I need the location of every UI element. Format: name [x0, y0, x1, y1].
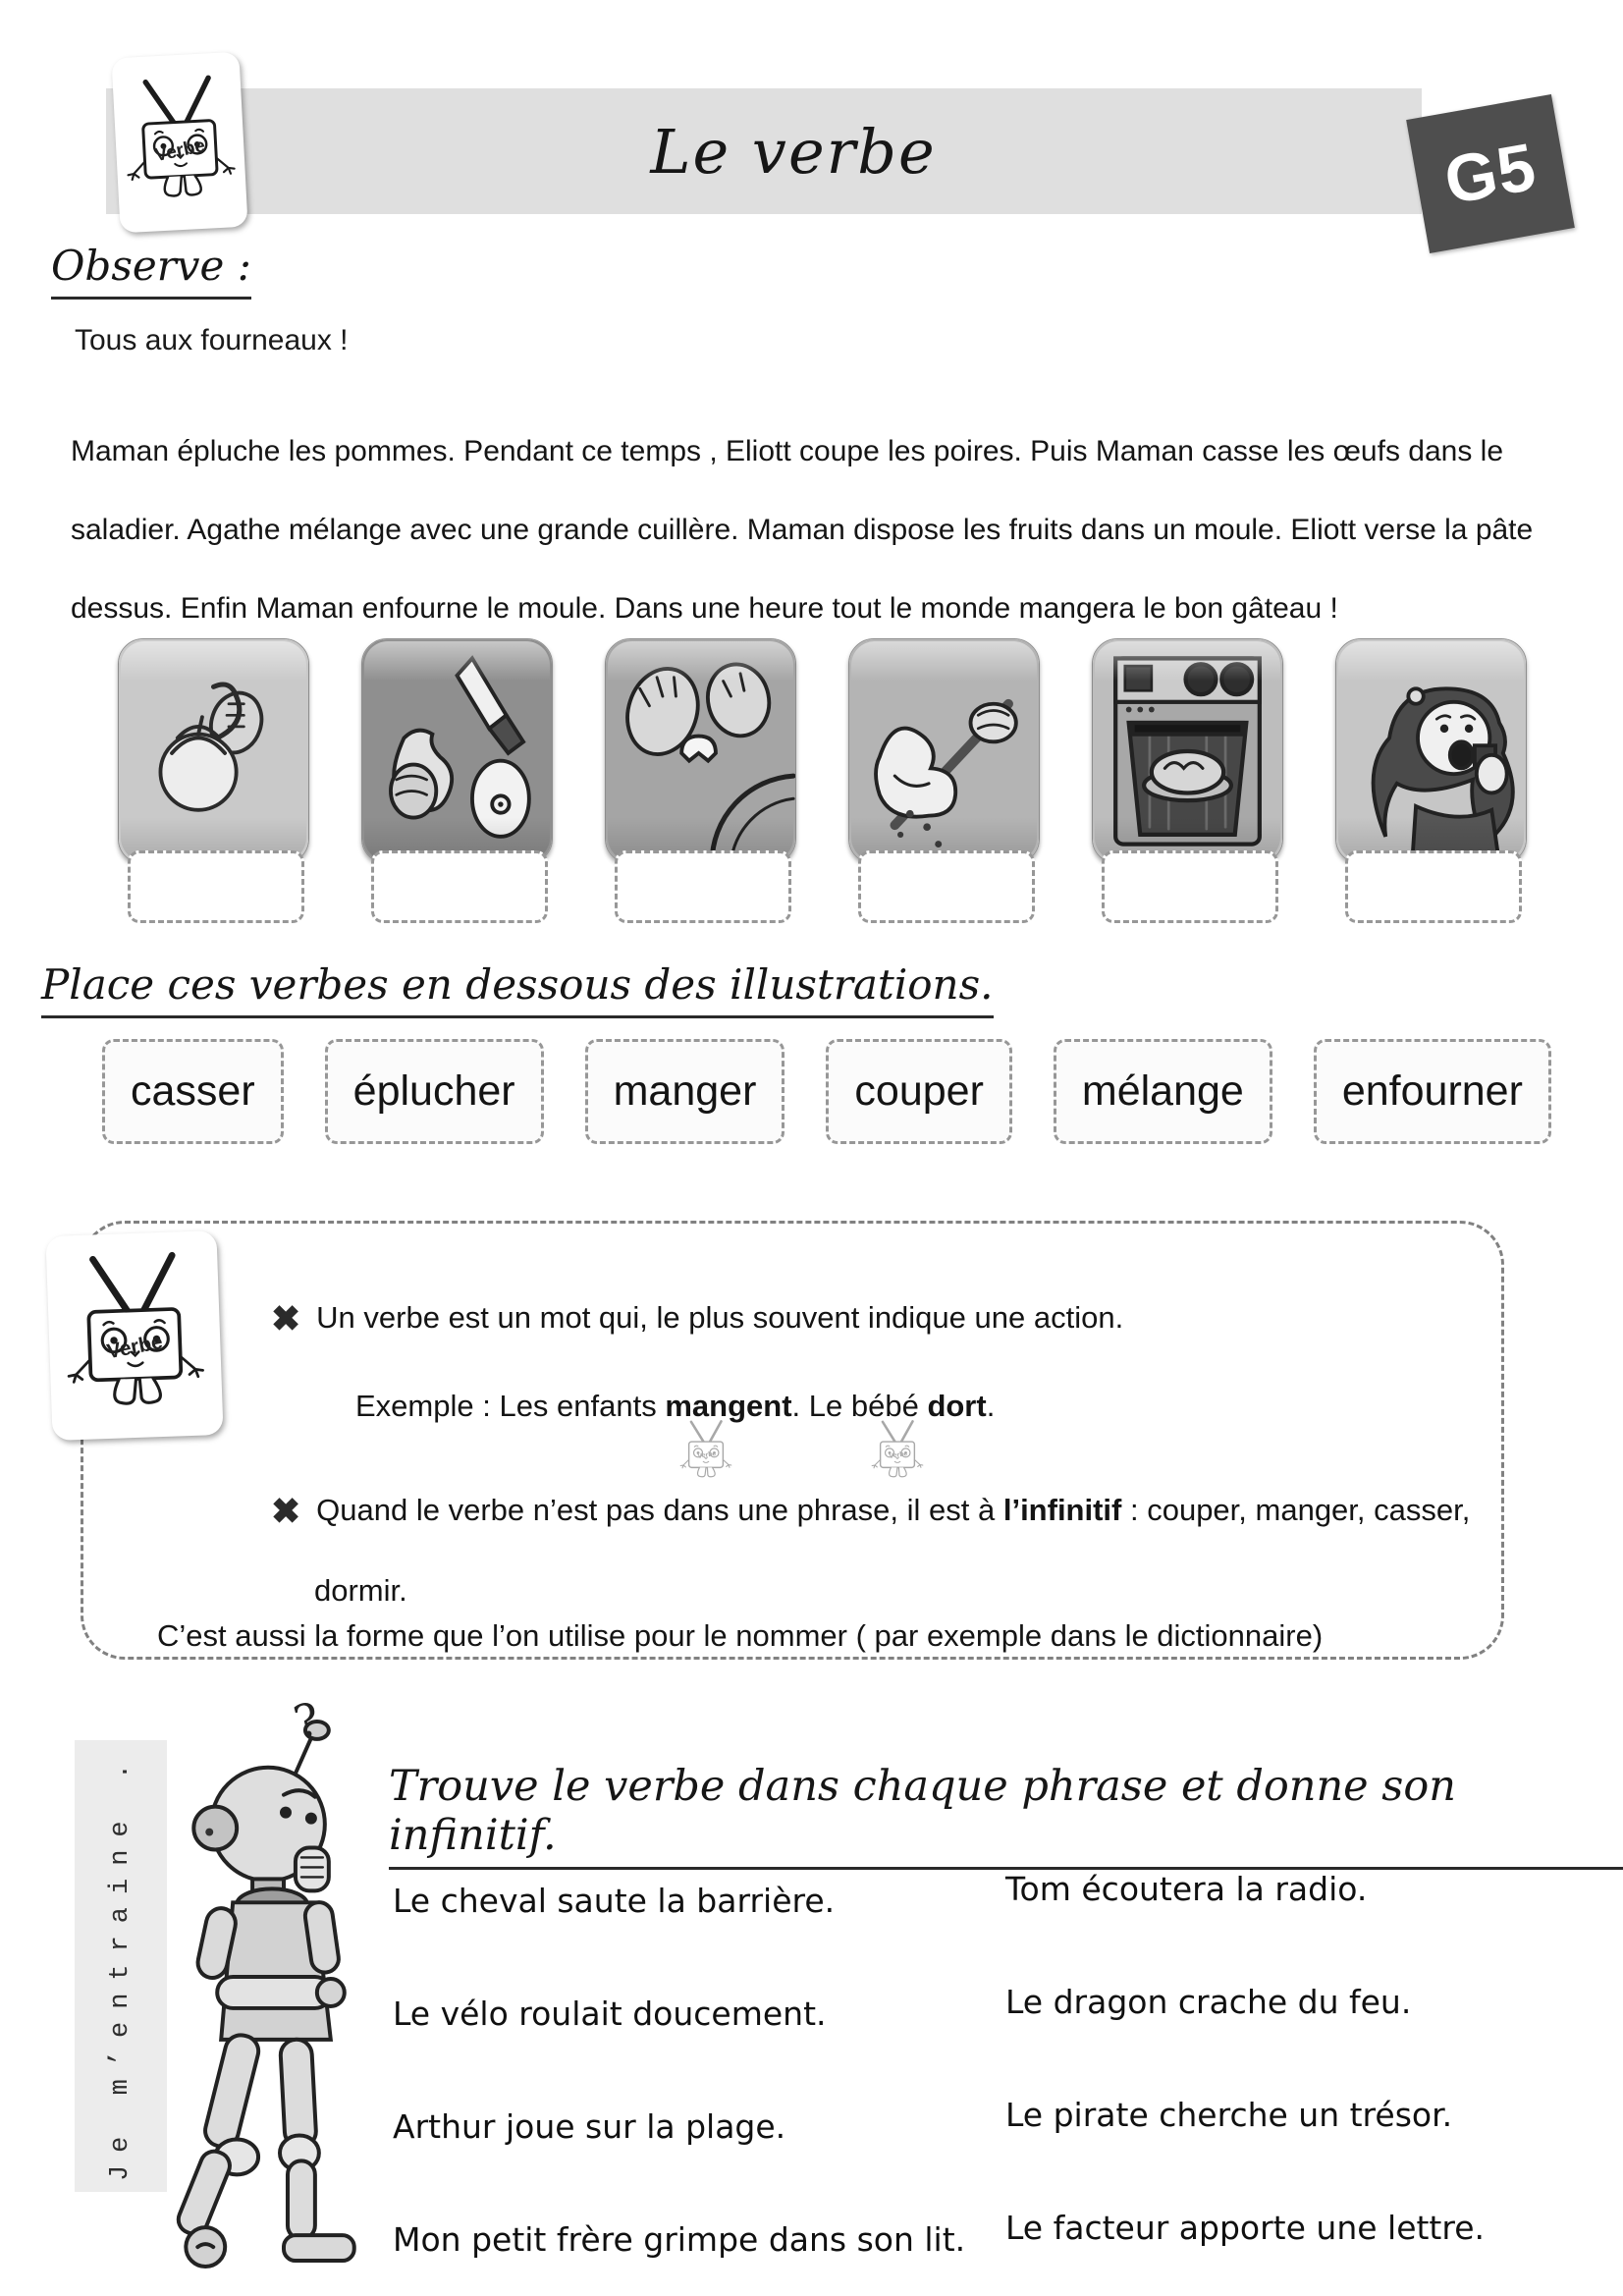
lesson-mascot	[58, 1250, 211, 1421]
page-title: Le verbe	[650, 115, 937, 188]
illustration-oven-cake-icon	[1092, 638, 1283, 864]
illustration-crack-egg-icon	[605, 638, 796, 864]
word-chip-melange[interactable]: mélange	[1054, 1039, 1272, 1144]
word-chip-manger[interactable]: manger	[585, 1039, 785, 1144]
rule-1-text: Un verbe est un mot qui, le plus souvent indique une action.	[316, 1300, 1124, 1335]
sentence: Le cheval saute la barrière.	[393, 1882, 836, 1920]
rule-2-line-2: dormir.	[314, 1573, 407, 1608]
answer-box-2[interactable]	[371, 850, 548, 923]
lesson-mascot-icon	[45, 1230, 223, 1441]
lesson-mascot-drawing	[58, 1250, 211, 1416]
answer-box-1[interactable]	[128, 850, 304, 923]
mascot-stamp-icon	[677, 1420, 736, 1483]
mascot-label: Verbe	[105, 1330, 165, 1364]
answer-box-6[interactable]	[1345, 850, 1522, 923]
verbe-mascot-icon	[111, 52, 247, 234]
word-chip-casser[interactable]: casser	[102, 1039, 284, 1144]
mascot-label: Verbe	[697, 1450, 717, 1461]
word-chip-couper[interactable]: couper	[826, 1039, 1011, 1144]
answer-box-row	[128, 850, 1522, 923]
rule-1	[271, 1298, 1123, 1339]
je-mentraine-label: Je m’entraine .	[106, 1750, 135, 2182]
place-verbs-heading: Place ces verbes en dessous des illustrations.	[41, 960, 994, 1018]
cross-bullet-icon: ✖	[271, 1491, 301, 1531]
rule-2-line-1	[271, 1491, 1498, 1532]
illustration-peel-apple-icon	[118, 638, 309, 864]
answer-box-5[interactable]	[1102, 850, 1278, 923]
word-bank	[102, 1039, 1551, 1144]
sentence: Le facteur apporte une lettre.	[1005, 2209, 1486, 2247]
example-end: .	[986, 1389, 996, 1423]
word-chip-enfourner[interactable]: enfourner	[1314, 1039, 1551, 1144]
sentence: Le dragon crache du feu.	[1005, 1983, 1412, 2021]
sentence-column-left	[393, 1882, 965, 2296]
lesson-code: G5	[1438, 129, 1542, 219]
example-verb-1: mangent	[665, 1389, 792, 1423]
lesson-code-badge	[1406, 94, 1575, 253]
mascot-stamp-drawing	[677, 1420, 734, 1481]
mascot-stamp-icon	[869, 1420, 928, 1483]
cross-bullet-icon: ✖	[271, 1298, 301, 1339]
lesson-note: C’est aussi la forme que l’on utilise pour le nommer ( par exemple dans le dictionnaire)	[157, 1618, 1324, 1653]
rule-2	[271, 1491, 1498, 1609]
rule-2-prefix: Quand le verbe n’est pas dans une phrase, il est à	[316, 1493, 1003, 1527]
answer-box-4[interactable]	[858, 850, 1035, 923]
verbe-mascot	[118, 73, 243, 211]
rule-2-keyword: l’infinitif	[1002, 1493, 1122, 1527]
example-prefix: Exemple : Les enfants	[355, 1389, 666, 1423]
mascot-label: Verbe	[152, 136, 207, 167]
sentence: Arthur joue sur la plage.	[393, 2107, 786, 2146]
sentence: Tom écoutera la radio.	[1005, 1870, 1368, 1908]
sentence-column-right	[1005, 1870, 1485, 2296]
question-mark-icon: ?	[288, 1691, 325, 1750]
example-verb-2: dort	[927, 1389, 987, 1423]
observe-heading: Observe :	[51, 242, 251, 300]
illustration-girl-eating-icon	[1335, 638, 1527, 864]
mascot-stamp-drawing	[869, 1420, 926, 1481]
answer-box-3[interactable]	[615, 850, 791, 923]
illustration-cut-pear-icon	[361, 638, 553, 864]
sentence: Mon petit frère grimpe dans son lit.	[393, 2220, 966, 2259]
word-chip-eplucher[interactable]: éplucher	[325, 1039, 544, 1144]
story-paragraph: Maman épluche les pommes. Pendant ce temps , Eliott coupe les poires. Puis Maman casse les œufs dans le saladier. Agathe mélange avec une grande cuillère. Maman dispose les fruits dans un moule. Eliott verse la pâte dessus. Enfin Maman enfourne le moule. Dans une heure tout le monde mangera le bon gâteau !	[71, 435, 1534, 625]
je-mentraine-banner	[75, 1740, 167, 2192]
rule-example	[355, 1389, 995, 1424]
story-title: Tous aux fourneaux !	[75, 324, 349, 356]
sentence: Le vélo roulait doucement.	[393, 1995, 827, 2033]
example-middle: . Le bébé	[791, 1389, 928, 1423]
mascot-label: Verbe	[889, 1450, 908, 1461]
training-heading: Trouve le verbe dans chaque phrase et donne son infinitif.	[389, 1762, 1623, 1870]
rule-2-suffix: : couper, manger, casser,	[1121, 1493, 1471, 1527]
sentence: Le pirate cherche un trésor.	[1005, 2096, 1453, 2134]
illustration-row	[118, 638, 1527, 864]
header-band	[106, 88, 1422, 214]
thinking-robot-icon	[162, 1707, 398, 2274]
illustration-mix-batter-icon	[848, 638, 1040, 864]
